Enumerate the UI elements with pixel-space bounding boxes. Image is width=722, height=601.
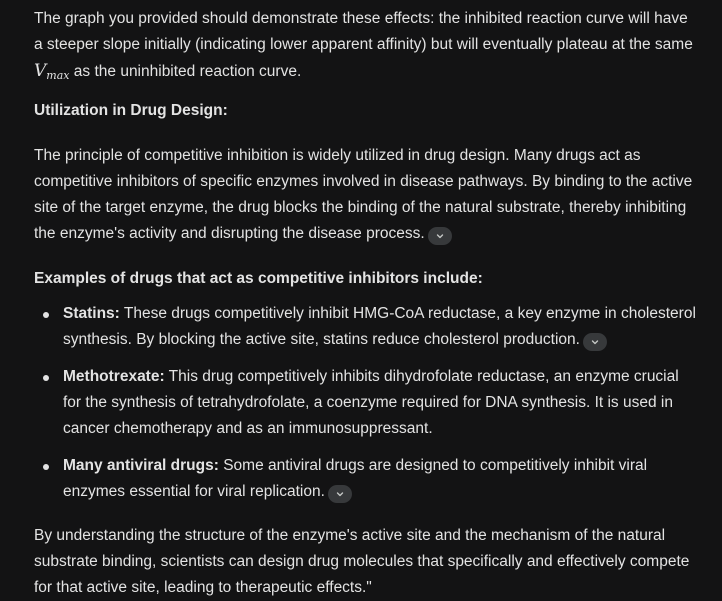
paragraph-drug-design (34, 143, 700, 247)
chevron-down-icon (435, 231, 445, 241)
drug-examples-list (34, 301, 700, 505)
list-item-text: Some antiviral drugs are designed to competitively inhibit viral enzymes essential for viral replication. (63, 457, 648, 500)
paragraph-graph-effects-text: The graph you provided should demonstrate these effects: the inhibited reaction curve will have a steeper slope initially (indicating lower apparent affinity) but will eventually plateau at the same (34, 10, 693, 53)
chevron-down-icon (590, 337, 600, 347)
source-chip-button[interactable] (428, 227, 452, 245)
chevron-down-icon (335, 489, 345, 499)
heading-examples: Examples of drugs that act as competitive inhibitors include: (34, 270, 483, 287)
bullet-dot (43, 464, 49, 470)
paragraph-graph-effects (34, 6, 700, 85)
list-item-methotrexate (34, 364, 700, 442)
paragraph-drug-design-text: The principle of competitive inhibition is widely utilized in drug design. Many drugs act as competitive inhibitors of specific enzymes involved in disease pathways. By binding to the active site of the target enzyme, the drug blocks the binding of the natural substrate, thereby inhibiting the enzyme's activity and disrupting the disease process. (34, 147, 693, 242)
paragraph-conclusion: By understanding the structure of the enzyme's active site and the mechanism of the natural substrate binding, scientists can design drug molecules that specifically and effectively compete for that active site, leading to therapeutic effects." (34, 527, 690, 596)
list-item-antiviral (34, 453, 700, 505)
source-chip-button[interactable] (583, 333, 607, 351)
vmax-symbol (34, 61, 69, 81)
list-item-title: Statins: (63, 305, 120, 322)
vmax-base: V (34, 61, 47, 81)
list-item-text: This drug competitively inhibits dihydrofolate reductase, an enzyme crucial for the synthesis of tetrahydrofolate, a coenzyme required for DNA synthesis. It is used in cancer chemotherapy and as an immunosuppressant. (63, 368, 679, 437)
list-item-statins (34, 301, 700, 353)
source-chip-button[interactable] (328, 485, 352, 503)
bullet-dot (43, 375, 49, 381)
list-item-title: Methotrexate: (63, 368, 165, 385)
vmax-subscript: max (46, 69, 70, 82)
heading-drug-design: Utilization in Drug Design: (34, 102, 228, 119)
bullet-dot (43, 312, 49, 318)
list-item-text: These drugs competitively inhibit HMG-CoA reductase, a key enzyme in cholesterol synthesis. By blocking the active site, statins reduce cholesterol production. (63, 305, 696, 348)
paragraph-graph-effects-end: as the uninhibited reaction curve. (69, 63, 302, 80)
list-item-title: Many antiviral drugs: (63, 457, 219, 474)
